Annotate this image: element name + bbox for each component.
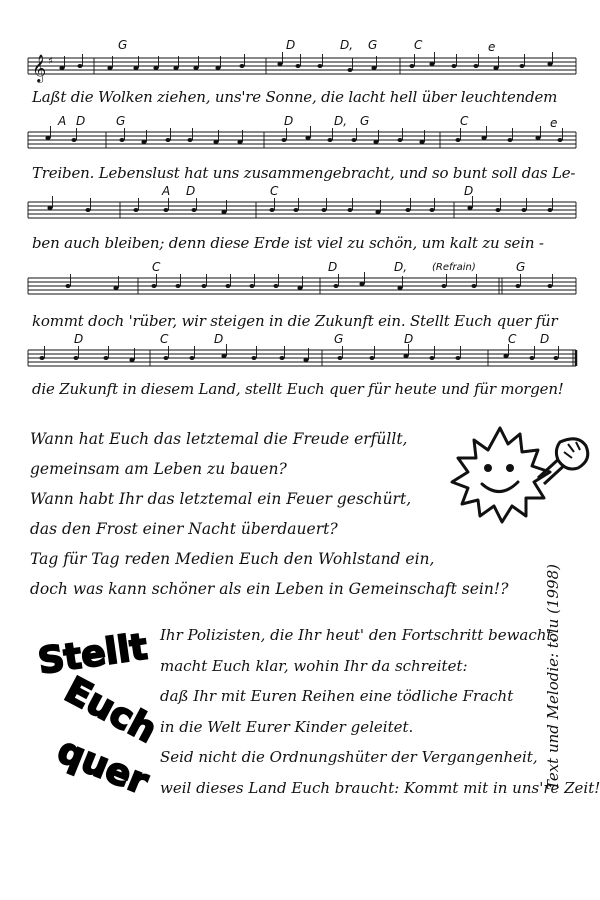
chord: A (162, 184, 171, 198)
chord: C (460, 114, 469, 128)
chord: D (214, 332, 224, 346)
chord: e (550, 116, 558, 130)
chord: C (414, 38, 423, 52)
fist-sun-icon (422, 420, 594, 532)
chord: D (540, 332, 550, 346)
verse-line: Wann hat Euch das letztemal die Freude erfüllt, (30, 430, 408, 448)
verse-line: weil dieses Land Euch braucht: Kommt mit in uns're Zeit! (160, 778, 600, 797)
chord: D (76, 114, 86, 128)
credit-text: Text und Melodie: tolu (1998) (544, 564, 562, 790)
verse-line: das den Frost einer Nacht überdauert? (30, 520, 338, 538)
chord: G (334, 332, 344, 346)
verse-line: Ihr Polizisten, die Ihr heut' den Fortschritt bewacht, (160, 626, 558, 644)
chord: D (186, 184, 196, 198)
chord: G (360, 114, 370, 128)
chord: G (516, 260, 526, 274)
chord: G (118, 38, 128, 52)
lyric-line: ben auch bleiben; denn diese Erde ist viel zu schön, um kalt zu sein - (32, 234, 544, 252)
svg-text:♯: ♯ (48, 56, 53, 67)
refrain-marker: (Refrain) (432, 262, 476, 273)
chord: D (74, 332, 84, 346)
slogan-word-3: quer (51, 729, 154, 804)
verse-line: Seid nicht die Ordnungshüter der Vergangenheit, (160, 748, 538, 766)
slogan-word-1: Stellt (35, 626, 150, 683)
verse-1 (30, 424, 509, 604)
verse-2 (160, 620, 600, 803)
chord: G (116, 114, 126, 128)
verse-line: macht Euch klar, wohin Ihr da schreitet: (160, 656, 468, 675)
chord: D, (394, 260, 408, 274)
chord: D (404, 332, 414, 346)
verse-line: gemeinsam am Leben zu bauen? (30, 460, 287, 478)
lyric-line: kommt doch 'rüber, wir steigen in die Zukunft ein. Stellt Euch quer für (32, 312, 558, 330)
chord: D (464, 184, 474, 198)
verse-line: doch was kann schöner als ein Leben in Gemeinschaft sein!? (30, 580, 509, 598)
chord: e (488, 40, 496, 54)
verse-line: daß Ihr mit Euren Reihen eine tödliche Fracht (160, 687, 514, 705)
treble-clef-icon: 𝄞 (32, 54, 47, 82)
chord: D (284, 114, 294, 128)
chord: D (286, 38, 296, 52)
chord: D, (334, 114, 348, 128)
chord: C (152, 260, 161, 274)
lyric-line: die Zukunft in diesem Land, stellt Euch quer für heute und für morgen! (32, 380, 564, 398)
chord: A (58, 114, 67, 128)
verse-line: Wann habt Ihr das letztemal ein Feuer geschürt, (30, 490, 412, 508)
chord: D, (340, 38, 354, 52)
verse-line: in die Welt Eurer Kinder geleitet. (160, 717, 414, 736)
verse-line: Tag für Tag reden Medien Euch den Wohlstand ein, (30, 550, 435, 568)
lyric-line: Laßt die Wolken ziehen, uns're Sonne, die lacht hell über leuchtendem (32, 88, 558, 106)
chord: C (508, 332, 517, 346)
lyric-line: Treiben. Lebenslust hat uns zusammengebracht, und so bunt soll das Le- (32, 164, 576, 182)
chord: G (368, 38, 378, 52)
slogan-word-2: Euch (58, 669, 164, 752)
chord: C (160, 332, 169, 346)
chord: C (270, 184, 279, 198)
chord: D (328, 260, 338, 274)
